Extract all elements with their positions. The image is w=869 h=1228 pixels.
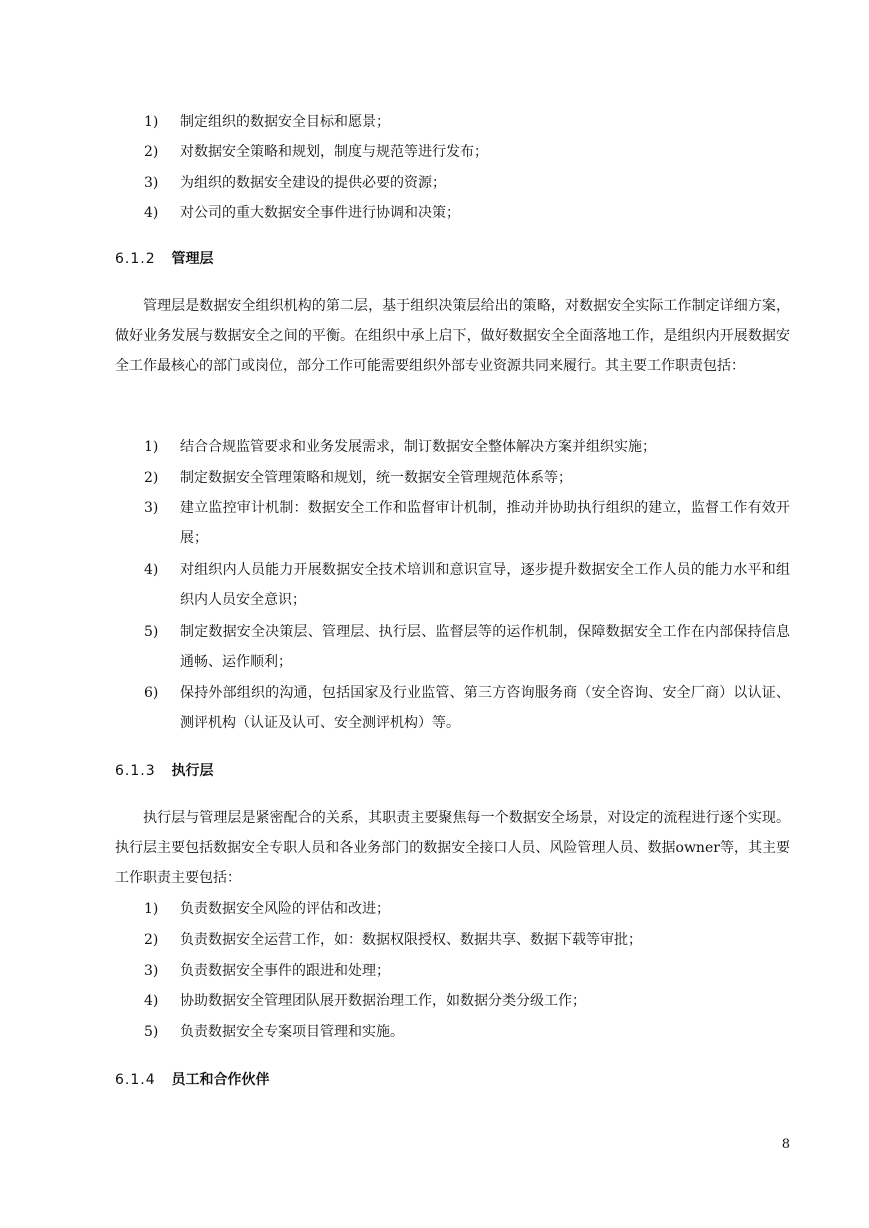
list-item (144, 432, 790, 462)
list-item (144, 894, 790, 924)
list-item-text: 制定数据安全管理策略和规划，统一数据安全管理规范体系等； (180, 470, 572, 486)
list-item-text: 负责数据安全运营工作，如：数据权限授权、数据共享、数据下载等审批； (180, 932, 642, 948)
list-item-text: 负责数据安全专案项目管理和实施。 (180, 1024, 404, 1040)
section-heading-6-1-4 (115, 1068, 269, 1092)
list-item (144, 198, 790, 228)
section-paragraph: 管理层是数据安全组织机构的第二层，基于组织决策层给出的策略，对数据安全实际工作制定详细方案，做好业务发展与数据安全之间的平衡。在组织中承上启下，做好数据安全全面落地工作，是组织内开展数据安全工作最核心的部门或岗位，部分工作可能需要组织外部专业资源共同来履行。其主要工作职责包括： (115, 298, 790, 374)
list-item-number: 1) (144, 114, 159, 130)
list-item (144, 463, 790, 493)
list-item-number: 4) (144, 993, 159, 1009)
list-item-text: 制定组织的数据安全目标和愿景； (180, 114, 390, 130)
list-item-number: 1) (144, 439, 159, 455)
list-item (144, 168, 790, 198)
list-item-text: 对组织内人员能力开展数据安全技术培训和意识宣导，逐步提升数据安全工作人员的能力水平和组织内人员安全意识； (180, 562, 790, 608)
list-item (144, 107, 790, 137)
section-number: 6.1.3 (115, 763, 156, 779)
list-item-number: 2) (144, 932, 159, 948)
section-title: 管理层 (171, 251, 214, 267)
list-item (144, 493, 790, 553)
list-item-number: 3) (144, 500, 159, 516)
list-item-text: 为组织的数据安全建设的提供必要的资源； (180, 175, 446, 191)
list-item-text: 负责数据安全风险的评估和改进； (180, 901, 390, 917)
section-heading-6-1-2 (115, 247, 213, 271)
list-item-text: 保持外部组织的沟通，包括国家及行业监管、第三方咨询服务商（安全咨询、安全厂商）以认证、测评机构（认证及认可、安全测评机构）等。 (180, 685, 790, 731)
section-heading-6-1-3 (115, 759, 213, 783)
list-item-text: 对公司的重大数据安全事件进行协调和决策； (180, 205, 460, 221)
section-number: 6.1.4 (115, 1072, 156, 1088)
list-item-number: 6) (144, 685, 159, 701)
list-item-text: 建立监控审计机制：数据安全工作和监督审计机制，推动并协助执行组织的建立，监督工作有效开展； (180, 500, 790, 546)
list-item (144, 986, 790, 1016)
section-paragraph: 执行层与管理层是紧密配合的关系，其职责主要聚焦每一个数据安全场景，对设定的流程进行逐个实现。执行层主要包括数据安全专职人员和各业务部门的数据安全接口人员、风险管理人员、数据owner等，其主要工作职责主要包括： (115, 810, 790, 886)
list-item-number: 5) (144, 624, 159, 640)
list-item-text: 制定数据安全决策层、管理层、执行层、监督层等的运作机制，保障数据安全工作在内部保持信息通畅、运作顺利； (180, 624, 790, 670)
list-item (144, 925, 790, 955)
list-item (144, 1017, 790, 1047)
section-title: 执行层 (171, 763, 214, 779)
list-item (144, 678, 790, 738)
list-item-text: 协助数据安全管理团队展开数据治理工作，如数据分类分级工作； (180, 993, 586, 1009)
page-number: 8 (781, 1137, 790, 1152)
list-item-number: 5) (144, 1024, 159, 1040)
list-item-number: 4) (144, 205, 159, 221)
list-item (144, 137, 790, 167)
list-item-number: 1) (144, 901, 159, 917)
list-item-number: 4) (144, 562, 159, 578)
list-item-text: 结合合规监管要求和业务发展需求，制订数据安全整体解决方案并组织实施； (180, 439, 656, 455)
list-item-number: 2) (144, 470, 159, 486)
section-number: 6.1.2 (115, 251, 156, 267)
list-item (144, 956, 790, 986)
list-item-number: 3) (144, 175, 159, 191)
list-item-text: 对数据安全策略和规划，制度与规范等进行发布； (180, 144, 488, 160)
list-item (144, 617, 790, 677)
list-item (144, 555, 790, 615)
list-item-text: 负责数据安全事件的跟进和处理； (180, 963, 390, 979)
section-title: 员工和合作伙伴 (171, 1072, 270, 1088)
list-item-number: 3) (144, 963, 159, 979)
list-item-number: 2) (144, 144, 159, 160)
